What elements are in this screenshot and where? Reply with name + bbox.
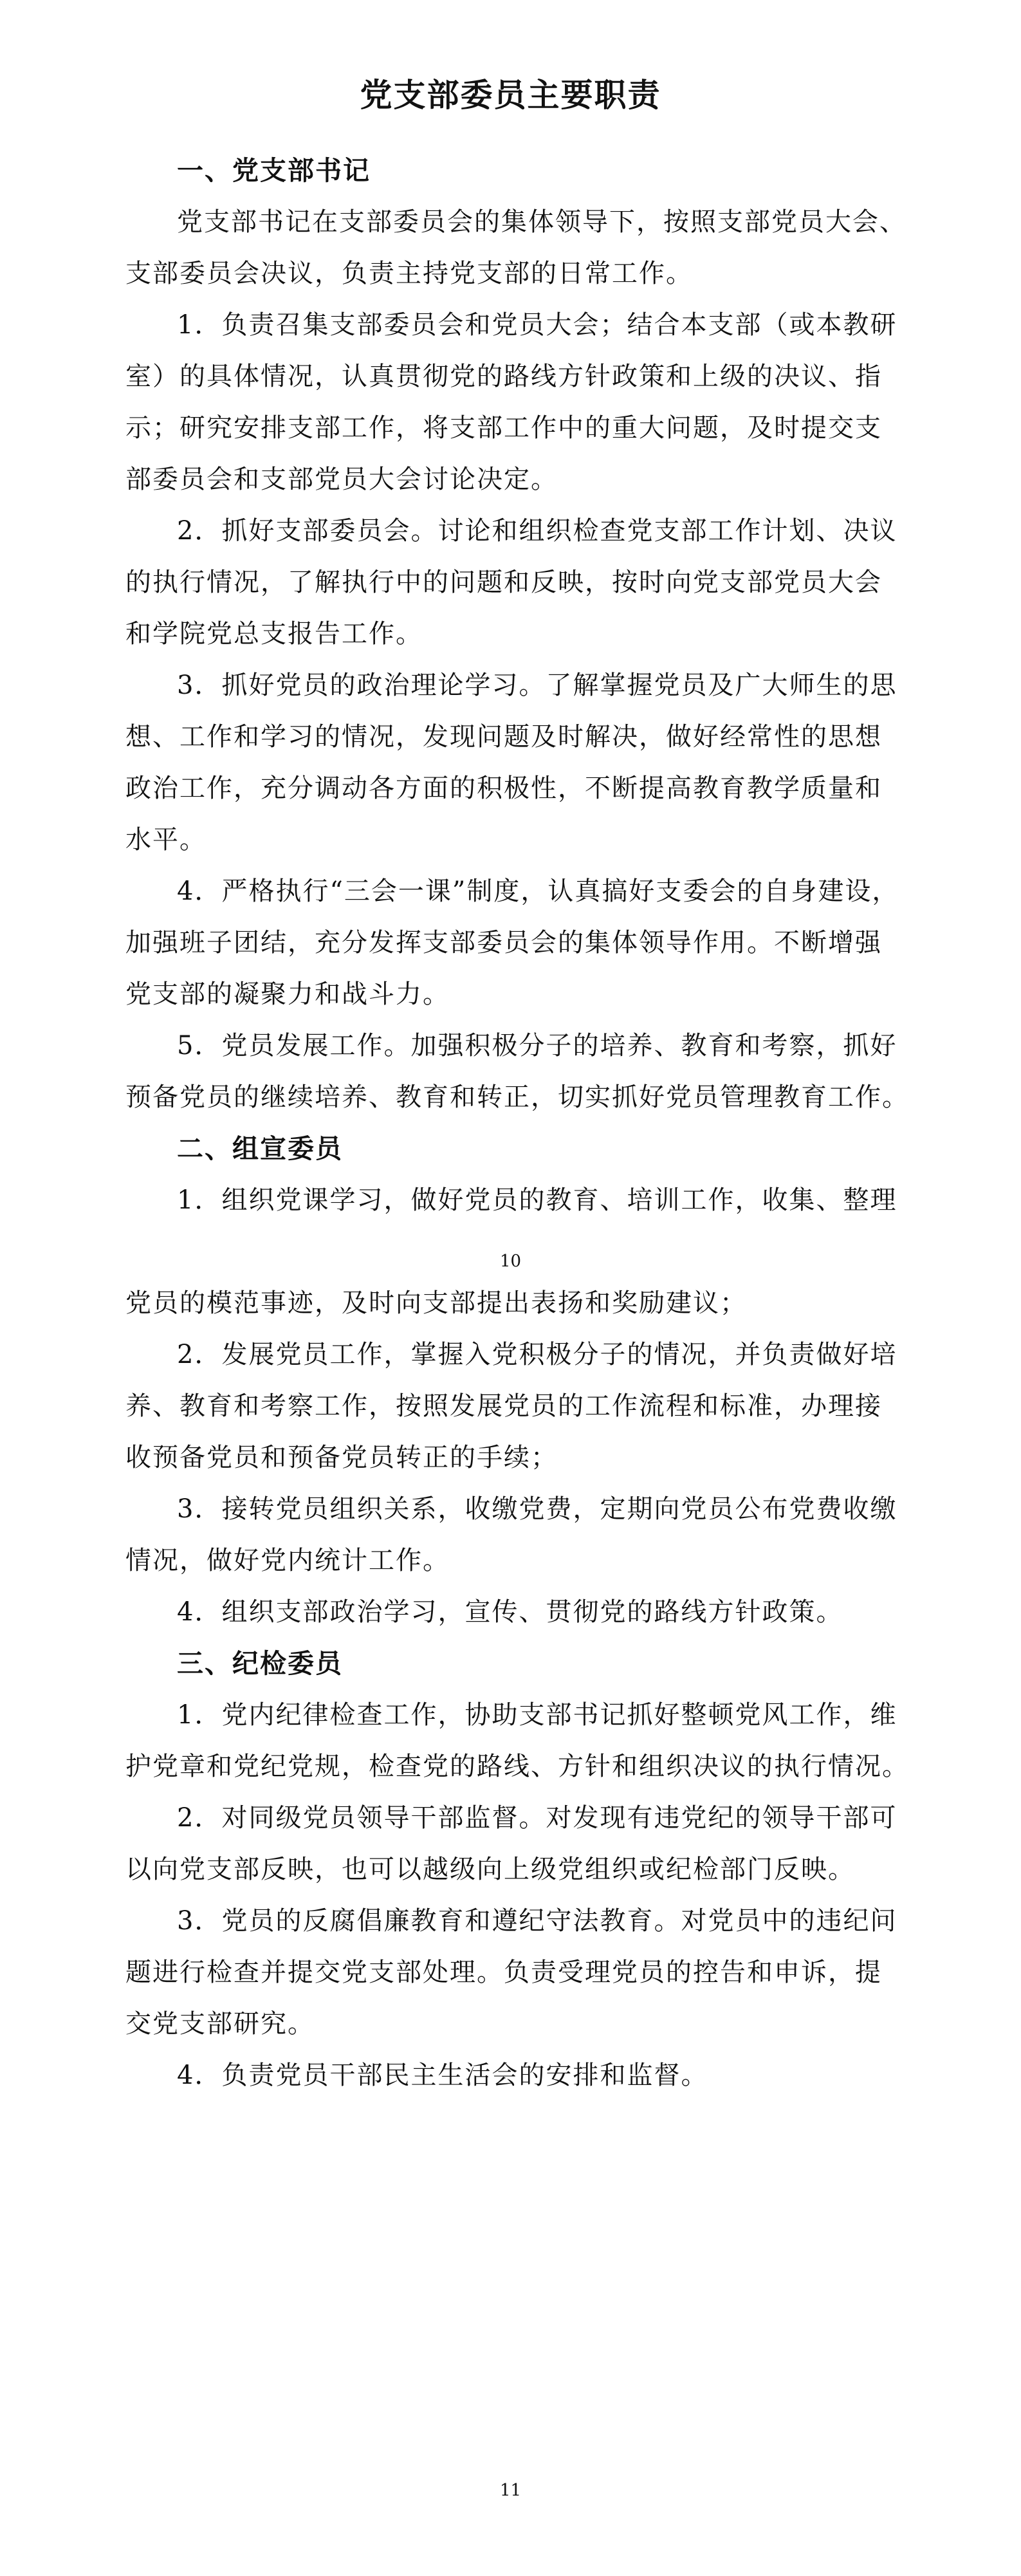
text-line: 护党章和党纪党规，检查党的路线、方针和组织决议的执行情况。	[125, 1752, 909, 1781]
text-line: 和学院党总支报告工作。	[125, 619, 423, 649]
text-line: 2．抓好支部委员会。讨论和组织检查党支部工作计划、决议	[177, 516, 897, 546]
section-heading-organization: 二、组宣委员	[177, 1133, 343, 1164]
text-line: 党支部书记在支部委员会的集体领导下，按照支部党员大会、	[177, 207, 906, 237]
page-number: 10	[499, 1252, 522, 1271]
text-line: 以向党支部反映，也可以越级向上级党组织或纪检部门反映。	[125, 1855, 855, 1884]
section-heading-discipline: 三、纪检委员	[177, 1648, 343, 1679]
text-line: 情况，做好党内统计工作。	[125, 1546, 450, 1575]
text-line: 2．对同级党员领导干部监督。对发现有违党纪的领导干部可	[177, 1803, 897, 1833]
page-title: 党支部委员主要职责	[360, 76, 661, 114]
text-line: 示；研究安排支部工作，将支部工作中的重大问题，及时提交支	[125, 413, 882, 443]
text-line: 党支部的凝聚力和战斗力。	[125, 979, 450, 1009]
page-number: 11	[499, 2481, 522, 2500]
text-line: 4．组织支部政治学习，宣传、贯彻党的路线方针政策。	[177, 1597, 843, 1627]
text-line: 1．组织党课学习，做好党员的教育、培训工作，收集、整理	[177, 1185, 897, 1215]
text-line: 部委员会和支部党员大会讨论决定。	[125, 465, 558, 494]
text-line: 1．党内纪律检查工作，协助支部书记抓好整顿党风工作，维	[177, 1700, 897, 1730]
text-line: 2．发展党员工作，掌握入党积极分子的情况，并负责做好培	[177, 1340, 897, 1369]
text-line: 收预备党员和预备党员转正的手续；	[125, 1443, 558, 1472]
text-line: 的执行情况，了解执行中的问题和反映，按时向党支部党员大会	[125, 568, 882, 597]
text-line: 预备党员的继续培养、教育和转正，切实抓好党员管理教育工作。	[125, 1082, 909, 1112]
section-heading-secretary: 一、党支部书记	[177, 155, 371, 186]
text-line: 5．党员发展工作。加强积极分子的培养、教育和考察，抓好	[177, 1031, 897, 1061]
text-line: 室）的具体情况，认真贯彻党的路线方针政策和上级的决议、指	[125, 362, 882, 391]
text-line: 养、教育和考察工作，按照发展党员的工作流程和标准，办理接	[125, 1391, 882, 1421]
text-line: 加强班子团结，充分发挥支部委员会的集体领导作用。不断增强	[125, 928, 882, 958]
text-line: 4．严格执行“三会一课”制度，认真搞好支委会的自身建设，	[177, 876, 899, 906]
text-line: 3．党员的反腐倡廉教育和遵纪守法教育。对党员中的违纪问	[177, 1906, 897, 1936]
text-line: 政治工作，充分调动各方面的积极性，不断提高教育教学质量和	[125, 774, 882, 803]
text-line: 题进行检查并提交党支部处理。负责受理党员的控告和申诉，提	[125, 1958, 882, 1987]
text-line: 4．负责党员干部民主生活会的安排和监督。	[177, 2061, 708, 2090]
text-line: 水平。	[125, 825, 207, 855]
text-line: 想、工作和学习的情况，发现问题及时解决，做好经常性的思想	[125, 722, 882, 752]
text-line: 支部委员会决议，负责主持党支部的日常工作。	[125, 259, 693, 288]
text-line: 1．负责召集支部委员会和党员大会；结合本支部（或本教研	[177, 310, 897, 340]
text-line: 交党支部研究。	[125, 2009, 315, 2039]
text-line: 3．抓好党员的政治理论学习。了解掌握党员及广大师生的思	[177, 671, 897, 700]
text-line: 3．接转党员组织关系，收缴党费，定期向党员公布党费收缴	[177, 1494, 897, 1524]
text-line: 党员的模范事迹，及时向支部提出表扬和奖励建议；	[125, 1288, 747, 1318]
